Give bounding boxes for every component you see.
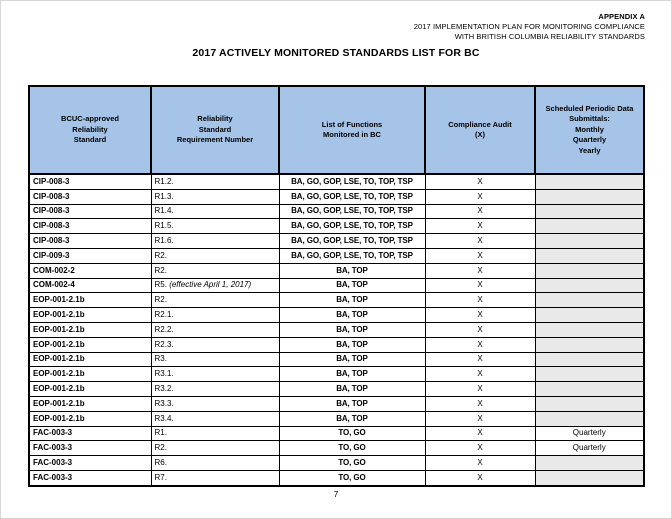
header-row [29,86,644,174]
cell-standard: EOP-001-2.1b [29,411,151,426]
cell-submittal [535,470,644,485]
cell-standard: EOP-001-2.1b [29,322,151,337]
cell-standard: EOP-001-2.1b [29,396,151,411]
requirement-number: R3.4. [154,413,174,423]
column-header-line: Scheduled Periodic Data [545,103,634,113]
cell-requirement [151,174,279,189]
cell-submittal [535,248,644,263]
cell-standard: CIP-008-3 [29,234,151,249]
table-row [29,396,644,411]
cell-functions: BA, TOP [279,293,425,308]
cell-functions: BA, TOP [279,411,425,426]
requirement-number: R3.1. [154,369,174,379]
cell-functions: BA, TOP [279,382,425,397]
requirement-number: R2.3. [154,339,174,349]
cell-compliance-audit: X [425,470,535,485]
cell-functions: BA, TOP [279,278,425,293]
cell-standard: CIP-008-3 [29,174,151,189]
cell-standard: FAC-003-3 [29,441,151,456]
cell-standard: FAC-003-3 [29,456,151,471]
cell-requirement [151,248,279,263]
cell-standard: EOP-001-2.1b [29,337,151,352]
table-body [29,174,644,486]
cell-compliance-audit: X [425,248,535,263]
cell-compliance-audit: X [425,426,535,441]
cell-standard: CIP-008-3 [29,204,151,219]
table-row [29,248,644,263]
cell-requirement [151,396,279,411]
column-header-line: Standard [73,135,107,145]
cell-compliance-audit: X [425,308,535,323]
cell-requirement [151,219,279,234]
cell-submittal: Quarterly [535,441,644,456]
cell-submittal [535,189,644,204]
cell-compliance-audit: X [425,322,535,337]
column-header-line: Standard [198,124,232,134]
table-row [29,441,644,456]
cell-submittal [535,411,644,426]
cell-functions: BA, GO, GOP, LSE, TO, TOP, TSP [279,204,425,219]
column-header-line: Reliability [197,114,233,124]
cell-standard: EOP-001-2.1b [29,293,151,308]
cell-submittal [535,293,644,308]
column-header-line: Compliance Audit [448,119,512,129]
table-row [29,470,644,485]
cell-functions: BA, GO, GOP, LSE, TO, TOP, TSP [279,219,425,234]
cell-functions: BA, TOP [279,337,425,352]
column-header-line: BCUC-approved [61,114,119,124]
table-row [29,174,644,189]
requirement-number: R2. [154,250,167,260]
table-row [29,293,644,308]
column-header-submittals [535,86,644,174]
cell-standard: FAC-003-3 [29,470,151,485]
column-header-line: Submittals: [569,114,610,124]
cell-compliance-audit: X [425,411,535,426]
column-header-standard [29,86,151,174]
reliability-standards-line: WITH BRITISH COLUMBIA RELIABILITY STANDARDS [454,32,645,41]
cell-submittal [535,308,644,323]
cell-compliance-audit: X [425,456,535,471]
column-header-line: Reliability [72,124,108,134]
cell-compliance-audit: X [425,337,535,352]
cell-submittal: Quarterly [535,426,644,441]
cell-requirement [151,308,279,323]
table-row [29,426,644,441]
cell-functions: BA, TOP [279,322,425,337]
cell-functions: BA, TOP [279,308,425,323]
requirement-note: (effective April 1, 2017) [169,280,252,290]
requirement-number: R2.2. [154,324,174,334]
cell-functions: BA, GO, GOP, LSE, TO, TOP, TSP [279,174,425,189]
cell-requirement [151,278,279,293]
table-row [29,382,644,397]
cell-standard: EOP-001-2.1b [29,382,151,397]
column-header-line: Monitored in BC [323,130,381,139]
cell-submittal [535,278,644,293]
cell-standard: EOP-001-2.1b [29,352,151,367]
requirement-number: R5. [154,280,167,290]
cell-requirement [151,189,279,204]
requirement-number: R1.2. [154,176,174,186]
cell-functions: BA, GO, GOP, LSE, TO, TOP, TSP [279,189,425,204]
requirement-number: R3. [154,354,167,364]
cell-compliance-audit: X [425,352,535,367]
cell-functions: TO, GO [279,456,425,471]
column-header-audit [425,86,535,174]
requirement-number: R3.2. [154,384,174,394]
table-row [29,322,644,337]
table-header [29,86,644,174]
requirement-number: R1.5. [154,221,174,231]
column-header-line: (X) [475,130,485,139]
standards-table [28,85,645,487]
cell-standard: COM-002-2 [29,263,151,278]
table-row [29,337,644,352]
cell-functions: BA, TOP [279,367,425,382]
cell-requirement [151,382,279,397]
cell-requirement [151,204,279,219]
column-header-line: Requirement Number [176,135,254,145]
cell-functions: BA, TOP [279,352,425,367]
table-row [29,308,644,323]
cell-submittal [535,367,644,382]
column-header-line: List of Functions [321,119,383,129]
cell-standard: COM-002-4 [29,278,151,293]
cell-submittal [535,322,644,337]
cell-submittal [535,174,644,189]
table-row [29,204,644,219]
cell-compliance-audit: X [425,396,535,411]
column-header-line: Yearly [578,145,601,155]
cell-compliance-audit: X [425,189,535,204]
cell-submittal [535,263,644,278]
requirement-number: R1. [154,428,167,438]
column-header-functions [279,86,425,174]
cell-compliance-audit: X [425,293,535,308]
cell-submittal [535,456,644,471]
cell-requirement [151,337,279,352]
table-row [29,352,644,367]
requirement-number: R2.1. [154,310,174,320]
cell-standard: EOP-001-2.1b [29,367,151,382]
cell-standard: CIP-008-3 [29,219,151,234]
requirement-number: R1.3. [154,191,174,201]
appendix-label: APPENDIX A [598,12,645,21]
cell-compliance-audit: X [425,278,535,293]
cell-requirement [151,456,279,471]
cell-submittal [535,234,644,249]
table-row [29,278,644,293]
cell-compliance-audit: X [425,382,535,397]
column-header-line: Monthly [575,124,604,134]
table-row [29,189,644,204]
cell-standard: EOP-001-2.1b [29,308,151,323]
cell-standard: FAC-003-3 [29,426,151,441]
cell-requirement [151,441,279,456]
requirement-number: R1.6. [154,236,174,246]
table-row [29,456,644,471]
cell-functions: BA, TOP [279,396,425,411]
column-header-line: Quarterly [572,135,607,145]
requirement-number: R6. [154,458,167,468]
cell-functions: BA, GO, GOP, LSE, TO, TOP, TSP [279,248,425,263]
cell-submittal [535,204,644,219]
table-row [29,219,644,234]
cell-submittal [535,352,644,367]
cell-requirement [151,470,279,485]
column-header-requirement [151,86,279,174]
cell-requirement [151,263,279,278]
cell-submittal [535,396,644,411]
cell-functions: TO, GO [279,470,425,485]
cell-compliance-audit: X [425,204,535,219]
cell-submittal [535,219,644,234]
implementation-plan-line: 2017 IMPLEMENTATION PLAN FOR MONITORING COMPLIANCE [413,22,645,31]
requirement-number: R1.4. [154,206,174,216]
requirement-number: R2. [154,443,167,453]
requirement-number: R2. [154,265,167,275]
cell-compliance-audit: X [425,367,535,382]
cell-functions: TO, GO [279,426,425,441]
requirement-number: R2. [154,295,167,305]
cell-compliance-audit: X [425,219,535,234]
requirement-number: R3.3. [154,398,174,408]
cell-functions: BA, TOP [279,263,425,278]
cell-requirement [151,234,279,249]
page-number: 7 [333,489,339,499]
table-row [29,263,644,278]
table-row [29,367,644,382]
cell-compliance-audit: X [425,234,535,249]
cell-standard: CIP-009-3 [29,248,151,263]
cell-requirement [151,426,279,441]
cell-requirement [151,411,279,426]
table-row [29,234,644,249]
cell-compliance-audit: X [425,174,535,189]
cell-requirement [151,322,279,337]
cell-requirement [151,293,279,308]
cell-submittal [535,337,644,352]
cell-functions: TO, GO [279,441,425,456]
requirement-number: R7. [154,472,167,482]
cell-requirement [151,352,279,367]
cell-requirement [151,367,279,382]
cell-functions: BA, GO, GOP, LSE, TO, TOP, TSP [279,234,425,249]
cell-submittal [535,382,644,397]
cell-compliance-audit: X [425,263,535,278]
cell-compliance-audit: X [425,441,535,456]
table-row [29,411,644,426]
corner-header [414,12,645,42]
page-title: 2017 ACTIVELY MONITORED STANDARDS LIST FOR BC [192,47,480,59]
cell-standard: CIP-008-3 [29,189,151,204]
